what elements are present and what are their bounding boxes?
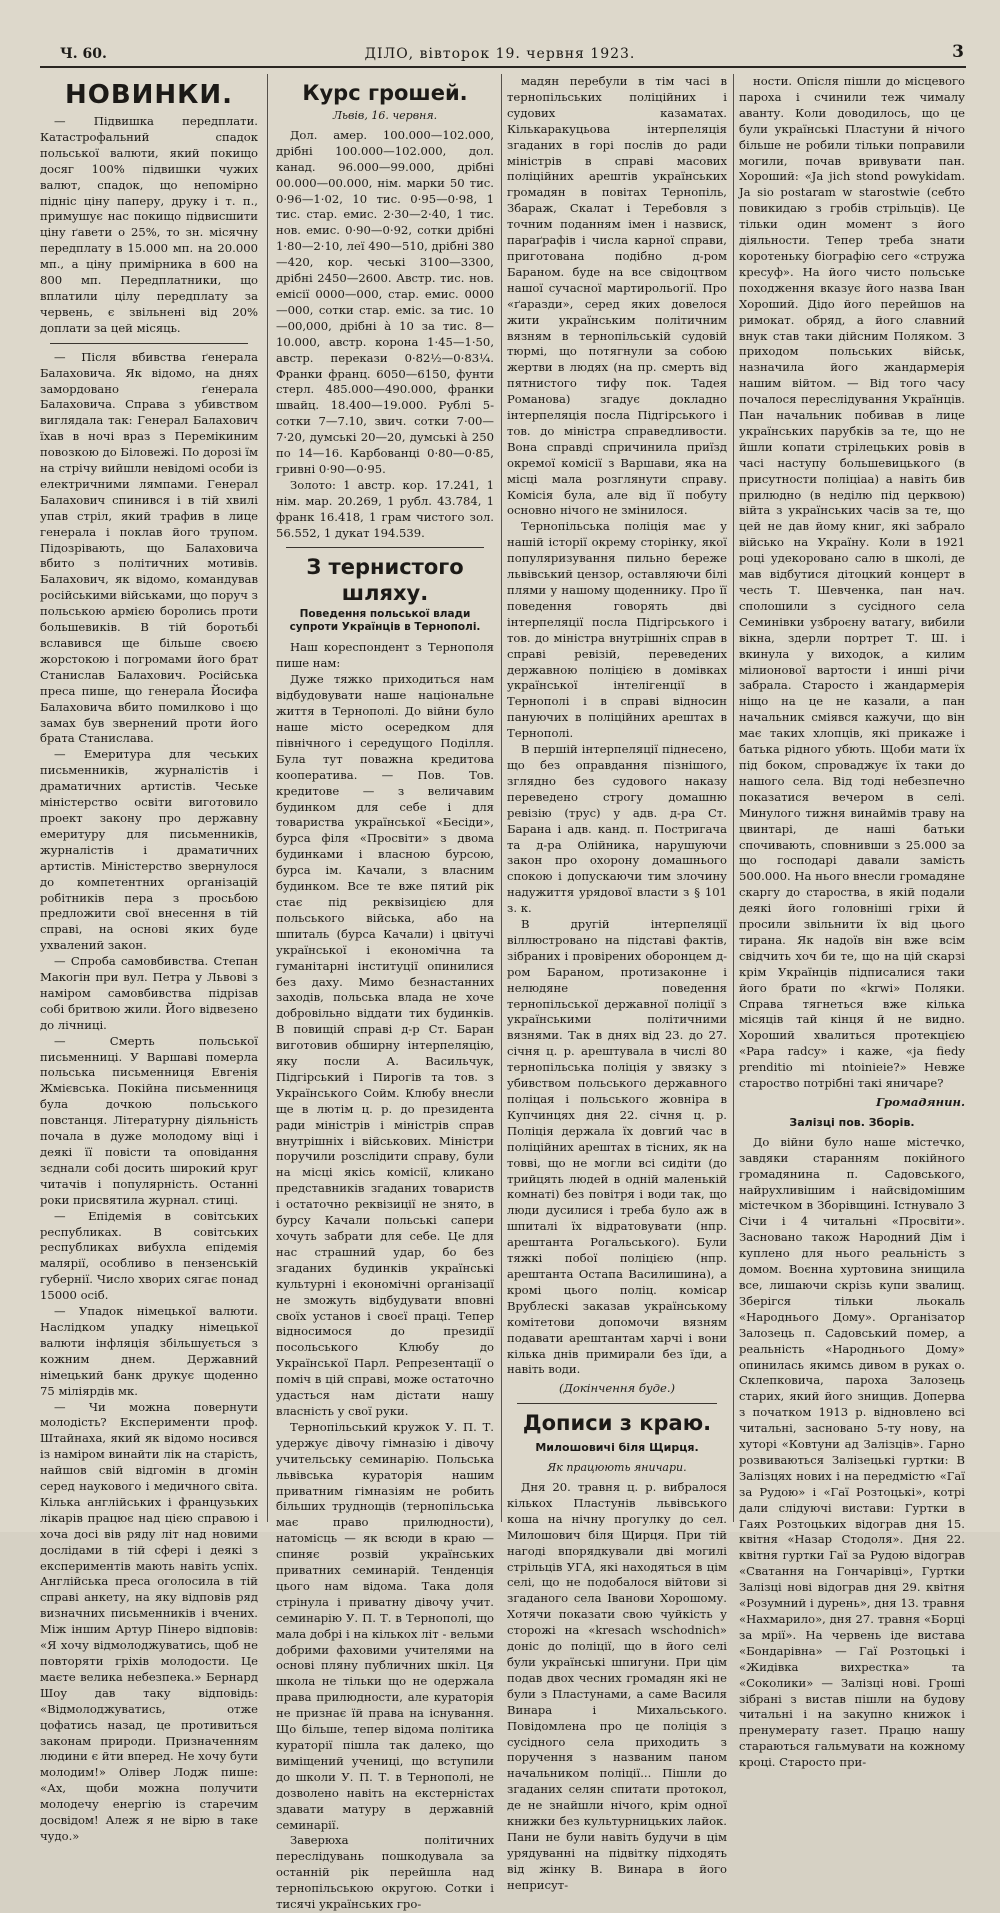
article-paragraph: — Емеритура для чеських письменників, журналістів і драматичних артистів. Чеське міністерство освіти виготовило проект закону про державну емеритуру для письменників, журналістів і драматичних артистів. Міністерство звернулося до компетентних організацій робітників пера з просьбою предложити свої внесення в тій справі, на основі яких буде ухвалений закон. <box>40 747 258 953</box>
article-paragraph: — Підвишка передплати. Катастрофальний спадок польської валюти, який покищо досяг 100% підвишки чужих валют, спадок, що непомірно підніс ціну паперу, друку і т. п., примушує нас покищо підвисшити ціну ґавети о 25%, то зн. місячну передплату в 15.000 мп. на 20.000 мп., а ціну примірника в 600 на 800 мп. Передплатники, що вплатили цілу передплату за червень, є звільнені від 20% доплати за цей місяць. <box>40 114 258 335</box>
article-paragraph: В другій інтерпеляції віллюстровано на підставі фактів, зібраних і провірених оборонцем д-ром Бараном, протизаконне і нелюдяне поведення тернопільської державної поліції з українськими політичними вязнями. Так в днях від 23. до 27. січня ц. р. арештувала в числі 80 тернопільська поліція у звязку з убивством польського державного поліцая і польського жовніра в Купчинцях дня 22. січня ц. р. Поліція держала їх довгий час в поліційних арештах в тісних, як на товві, що не могли всі сидіти (до трийцять людей в одній маленькій комнаті) без повітря і води так, що люди дусилися і треба було аж в шпиталі їх відратовувати (нпр. арештанта Рогальського). Були тяжкі побої поліцією (нпр. арештанта Остапа Василишина), а кромі цього поліц. комісар Врублескі заказав українському комітетови допомочи вязням подавати арештантам харчі і вони кілька днів примирали без їди, а навіть води. <box>507 917 727 1377</box>
article-paragraph: — Епідемія в совітських республиках. В совітських республиках вибухла епідемія малярії, особливо в пензенській губернії. Число хворих сягає понад 15000 осіб. <box>40 1208 258 1303</box>
masthead-rule <box>40 66 966 68</box>
currency-dateline: Львів, 16. червня. <box>332 109 438 122</box>
column-divider <box>733 74 734 1522</box>
article-paragraph: Дуже тяжко приходиться нам відбудовувати наше національне життя в Тернополі. До війни було наше місто осередком для північного і середущого Поділля. Була тут поважна кредитова кооператива. — Пов. Тов. кредитове — з величавим будинком для себе і для товариства української «Бесіди», бурса філя «Просвіти» з двома будинками і власною бурсою, бурса ім. Качали, з власним будинком. Все те вже пятий рік стає під реквізицією для польського війська, або на шпиталь (бурса Качали) і цвітучі української і економічна та гуманітарні інституції опинилися без даху. Мимо безнастанних заходів, польська влада не хоче добровільно віддати тих будинків. В повищій справі д-р Ст. Баран виготовив обширну інтерпеляцію, яку посли А. Васильчук, Підгірський і Пирогів та тов. з Українського Сойм. Клюбу внесли ще в лютім ц. р. до президента ради міністрів і міністрів справ внутрішніх і військових. Міністри поручили розслідити справу, були на місці якісь комісії, кликано представників згаданих товариств і остаточно реквізиції не знято, в бурсу Качали польські сапери хочуть забрати для себе. Це для нас страшний удар, бо без згаданих будинків українські культурні і економічні організації не зможуть відбудувати вповні своїх установ і своєї праці. Тепер відносимося до президії посольського Клюбу до Української Парл. Репрезентації о поміч в цій справі, може остаточно удасться нам дістати нашу власність у свої руки. <box>276 672 494 1418</box>
article-divider <box>50 343 248 344</box>
article-paragraph: Золото: 1 австр. кор. 17.241, 1 нім. мар. 20.269, 1 рубл. 43.784, 1 франк 16.418, 1 грам чистого зол. 56.552, 1 дукат 194.539. <box>276 477 494 540</box>
signature: Громадянин. <box>875 1095 965 1109</box>
article-paragraph: — Смерть польської письменниці. У Варшаві померла польська письменниця Евгенія Жмієвська. Покійна письменниця була дочкою польського повстанця. Літературну діяльність почала в дуже молодому віці і деякі її повісти та оповідання зєднали собі досить широкий круг читачів і популярність. Останні роки присвятила журнал. стиці. <box>40 1033 258 1207</box>
column-3 <box>507 74 727 1892</box>
column-4 <box>739 74 965 1770</box>
article-paragraph: Дол. амер. 100.000—102.000, дрібні 100.000—102.000, дол. канад. 96.000—99.000, дрібні 00.000—00.000, нім. марки 50 тис. 0·96—1·02, 10 тис. 0·95—0·98, 1 тис. стар. емис. 2·30—2·40, 1 тис. нов. емис. 0·90—0·92, сотки дрібні 1·80—2·10, леї 490—510, дрібні 380—420, кор. чеські 3100—3300, дрібні 2450—2600. Австр. тис. нов. емісії 0000—000, стар. емис. 0000—000, сотки стар. еміс. за тис. 10—00,000, дрібні à 10 за тис. 8—10.000, австр. корона 1·45—1·50, австр. перекази 0·82½—0·83¼. Франки франц. 6050—6150, фунти стерл. 485.000—490.000, франки швайц. 18.400—19.000. Рублі 5-сотки 7—7.10, звич. сотки 7·00—7·20, думські 20—20, думські à 250 по 14—16. Карбованці 0·80—0·85, гривні 0·90—0·95. <box>276 127 494 476</box>
reports-heading: Дописи з краю. <box>522 1411 712 1436</box>
article-paragraph: ности. Опісля пішли до місцевого пароха і счинили теж чималу аванту. Коли доводилось, що це були українські Пластуни й нічого більше не робили тільки поправили могили, почав вривувати пан. Хороший: «Ja jich stond powykidam. Ja sio postaram w starostwie (себто повикидаю з гробів стрільців). Це тільки один момент з його діяльности. Тепер треба знати коротеньку біографію сего «стружа кресуф». На його чисто польське походження вказує його назва Іван Хороший. Дідо його перейшов на римокат. обряд, а його славний внук став таки дійсним Поляком. З приходом польських військ, назначила його жандармерія нашим війтом. — Від того часу почалося переслідування Українців. Пан начальник побивав в лице українських парубків за те, що не йшли копати стрілецьких ровів в часі наступу большевицького (в присутности поліціаа) а навіть бив прилюдно (в неділю під церквою) війта з українських часів за те, що цей не дав йому книг, які забрало військо на Україну. Коли в 1921 році удекоровано салю в школі, де мав відбутися дітоцкий концерт в честь Т. Шевченка, пан нач. сполошили з сусідного села Семинівки узброєну ватагу, вибили вікна, здерли портрет Т. Ш. і вкинула у виходок, а килим мілионової вартости і инші річи забрала. Старосто і жандармерія ніщо на це не казали, а пан начальник сміявся кажучи, що він має таких хлопців, які прикаже і батька рідного убють. Щоби мати їх під боком, спроваджує їх таки до нашого села. Від тоді небезпечно показатися вечером в селі. Минулого тижня винаймів траву на цвинтарі, де наші батьки спочивають, сповнивши з 25.000 за що господарі давали замість 500.000. На нього внесли громадяне скаргу до староства, в якій подали деякі його головніші гріхи й просили звільнити їх від цього тирана. Як надоїв він вже всім свідчить хоч би те, що на цій скарзі крім Українців підписалися таки його брати по «krwi» Поляки. Справа тягнеться вже кілька місяців тай кінця й не видно. Хороший хвалиться протекцією «Papa radcy» і каже, «ja fiedy prenditio mi ntoinieie?» Невже староство потрібні такі яничаре? <box>739 74 965 1091</box>
article-paragraph: — Спроба самовбивства. Степан Макогін при вул. Петра у Львові з наміром самовбивства підрізав собі бритвою жили. Його відвезено до лічниці. <box>40 954 258 1032</box>
article-divider <box>286 547 484 548</box>
column-divider <box>267 74 268 1522</box>
article-paragraph: Тернопільський кружок У. П. Т. удержує дівочу гімназію і дівочу учительську семинарію. Польська львівська кураторія нашим приватним гімназіям не робить більших труднощів (тернопільська має право прилюдности), натомісць — як всюди в краю — спиняє розвій українських приватних семинарій. Тенденція цього нам відома. Така доля стрінула і приватну дівочу учит. семинарію У. П. Т. в Тернополі, що мала добрі і на кількох літ - вельми добрими фаховими учителями на основі пляну публичних шкіл. Ця школа не тільки що не одержала права прилюдности, але кураторія не признає їй права на існування. Що більше, тепер відома політика кураторії пішла так далеко, що виміщений учениці, що вступили до школи У. П. Т. в Тернополі, не дозволено навіть на екстерністах здавати матуру в державній семинарії. <box>276 1419 494 1832</box>
report-placeline: Милошовичі біля Щирця. <box>535 1441 699 1455</box>
report-placeline: Залізці пов. Зборів. <box>789 1115 915 1129</box>
page-number: 3 <box>952 42 964 62</box>
column-divider <box>501 74 502 1522</box>
column-1 <box>40 74 258 1843</box>
article-paragraph: Наш кореспондент з Тернополя пише нам: <box>276 640 494 671</box>
news-heading: НОВИНКИ. <box>64 80 234 110</box>
article-paragraph: — Після вбивства ґенерала Балаховича. Як відомо, на днях замордовано ґенерала Балаховича. Справа з убивством виглядала так: Генерал Балахович їхав в ночі враз з Перемікиним повозкою до Біловежі. По дорозі їм на стрічу вийшли невідомі особи із електричними лямпами. Генерал Балахович спинився і в тій хвилі упав стріл, який трафив в лице генерала і поклав його трупом. Підозрівають, що Балаховича вбито з політичних мотивів. Балахович, як відомо, командував російськими військами, що поруч з польською армією боролись проти большевиків. В тій боротьбі вславився ще більше своєю жорстокою і погромами його брат Станислав Балахович. Російська преса пише, що генерала Йосифа Балаховича вбито помилково і що замах був звернений проти його брата Станислава. <box>40 349 258 746</box>
continuation-note: (Докінчення буде.) <box>558 1381 676 1396</box>
issue-number: Ч. 60. <box>60 46 107 62</box>
currency-heading: Курс грошей. <box>302 81 468 105</box>
article-subheading: Поведення польської влади супроти Українців в Тернополі. <box>289 608 481 634</box>
column-2 <box>276 74 494 1912</box>
article-paragraph: Тернопільська поліція має у нашій історії окрему сторінку, якої популяризування пильно береже львівський цензор, оставляючи білі плями у нашому щоденнику. Про її поведення говорять дві інтерпеляції посла Підгірського і тов. до міністра внутрішніх справ в справі ревізій, переведених державною поліцією в домівках української інтелігенції в Тернополі і в справі відносин пануючих в поліційних арештах в Тернополі. <box>507 519 727 741</box>
article-paragraph: Дня 20. травня ц. р. вибралося кількох Пластунів львівського коша на нічну прогулку до сел. Милошович біля Щирця. При тій нагоді впорядкували дві могилі стрільців УГА, які находяться в цім селі, що не подобалося війтови зі згаданого села Іванови Хорошому. Хотячи показати свою чуйкість у сторожі на «kresach wschodnich» доніс до поліції, що в його селі були українські шпигуни. При цім подав двох чесних громадян які не були з Пластунами, а саме Василя Винара і Михальського. Повідомлена про це поліція з сусідного села приходить з поручення з названим паном начальником поліції... Пішли до згаданих селян спитати протокол, де не знайшли нічого, крім одної книжки без культурницьких лайок. Пани не були навіть будучи в цім урядуванні на підвітку підходять від жінку В. Винара в його неприсут- <box>507 1480 727 1892</box>
article-paragraph: В першій інтерпеляції піднесено, що без оправдання пізнішого, зглядно без судового наказу переведено строгу домашню ревізію (трус) у адв. д-ра Ст. Барана і адв. канд. п. Постригача та д-ра Олійника, нарушуючи закон про охорону домашнього спокою і допускаючи тим злочину надужиття урядової власти з § 101 з. к. <box>507 742 727 916</box>
article-paragraph: — Упадок німецької валюти. Наслідком упадку німецької валюти інфляція збільшується з кожним днем. Державний німецький банк друкує щоденно 75 міліярдів мк. <box>40 1304 258 1398</box>
article-paragraph: Заверюха політичних переслідувань пошкодувала за останній рік перейшла над тернопільською округою. Сотки і тисячі українських гро- <box>276 1833 494 1912</box>
article-heading: З тернистого шляху. <box>306 555 464 606</box>
article-paragraph: До війни було наше містечко, завдяки старанням покійного громадянина п. Садовського, найрухливішим і найсвідомішим містечком в Зборівщині. Істнувало 3 Січи і 4 читальні «Просвіти». Засновано також Народний Дім і куплено для нього реальність з домом. Воєнна хуртовина знищила все, лишаючи скрізь купи звалищ. Зберігся тільки льокаль «Народнього Дому». Організатор Залозець п. Садовський помер, а реальність «Народнього Дому» опинилась якимсь дивом в руках о. Склепковича, пароха Залозець старих, який його знищив. Доперва з початком 1913 р. відновлено всі читальні, засновано 5-ту нову, на хуторі «Ковтуни ад Залізців». Гарно розвиваються Залізецькі гуртки: В Залізцях нових і на передмістю «Гаї за Рудою» і «Гаї Розтоцькі», котрі дали слідуючі вистави: Гуртки в Гаях Розтоцьких відограв дня 15. квітня «Назар Стодоля». Дня 22. квітня гуртки Гаї за Рудою відограв «Сватання на Гончарівці», Гуртки Залізці нові відограв дня 29. квітня «Розумний і дурень», дня 13. травня «Нахмарило», дня 27. травня «Борці за мрії». На червень іде вистава «Бондарівна» — Гаї Розтоцькі і «Жидівка вихрестка» та «Соколики» — Залізці нові. Гроші зібрані з вистав пішли на будову читальні і на закупно книжок і пренумерату газет. Працю нашу стараються гальмувати на кожному кроці. Старосто при- <box>739 1134 965 1770</box>
article-paragraph: мадян перебули в тім часі в тернопільських поліційних і судових казаматах. Кількаракуцьова інтерпеляція згаданих в горі послів до ради міністрів в справі масових поліційних арештів українських громадян в повітах Тернопіль, Збараж, Скалат і Теребовля з точним поданням імен і назвиск, параґрафів і числа карної справи, приготована подібно д-ром Бараном. буде на все свідоцтвом нашої сучасної мартирольогії. Про «ґаразди», серед яких довелося жити українським політичним вязням в тернопільській судовій тюрмі, що потягнули за собою жертви в людях (на пр. смерть від пятнистого тифу пок. Тадея Романова) згадує докладно інтерпеляція посла Підгірського і тов. до міністра справедливости. Вона справді спричинила приїзд окремої комісії з Варшави, яка на місці мала розглянути справу. Комісія була, але від її побуту основно нічого не змінилося. <box>507 74 727 518</box>
article-paragraph: — Чи можна повернути молодість? Експерименти проф. Штайнаха, який як відомо носився із наміром винайти лік на старість, найшов свій відгомін в дгомін серед наукового і медичного світа. Кілька англійських і французьких лікарів працює над цією справою і хоча досі вів ряду літ над новими дослідами в тій сфері і деякі з експериментів мають навіть успіх. Англійська преса оголосила в тій справі анкету, на яку відповів ряд визначних письменників і вчених. Між іншим Артур Пінеро відповів: «Я хочу відмолоджуватись, щоб не повторяти гріхів молодости. Це маєте велика небезпека.» Бернард Шоу дав таку відповідь: «Відмолоджуватись, отже цофатись назад, це противиться законам природи. Призначенням людини є йти вперед. Не хочу бути молодим!» Олівер Лодж пише: «Ах, щоби можна получити молодечу енергію із старечим досвідом! Алеж я не вірю в таке чудо.» <box>40 1399 258 1843</box>
article-divider <box>517 1403 717 1404</box>
report-subtitle: Як працюють яничари. <box>547 1461 687 1475</box>
masthead-title: ДІЛО, вівторок 19. червня 1923. <box>364 46 636 62</box>
